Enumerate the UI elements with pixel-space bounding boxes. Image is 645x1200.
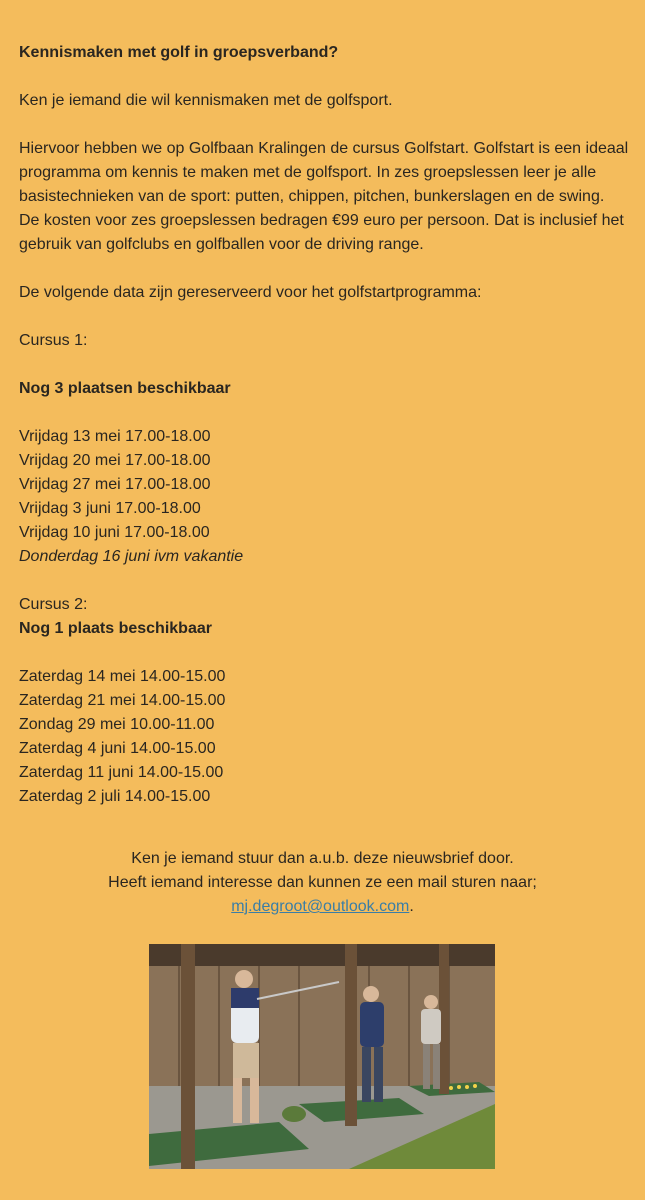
- course1-date: Vrijdag 27 mei 17.00-18.00: [19, 476, 211, 493]
- course2-date: Zaterdag 14 mei 14.00-15.00: [19, 668, 226, 685]
- footer-line-1: Ken je iemand stuur dan a.u.b. deze nieuwsbrief door.: [131, 850, 514, 867]
- golf-lesson-photo: [149, 944, 495, 1169]
- body-paragraph: Hiervoor hebben we op Golfbaan Kralingen de cursus Golfstart. Golfstart is een ideaal programma om kennis te maken met de golfsport. In zes groepslessen leer je alle basistechnieken van de sport: putten, chippen, pitchen, bunkerslagen en de swing. De kosten voor zes groepslessen bedragen €99 euro per persoon. Dat is inclusief het gebruik van golfclubs en golfballen voor de driving range.: [19, 140, 629, 253]
- course2-date: Zondag 29 mei 10.00-11.00: [19, 716, 215, 733]
- course1-date: Vrijdag 3 juni 17.00-18.00: [19, 500, 201, 517]
- footer-email-line: [0, 895, 645, 919]
- course1-availability: Nog 3 plaatsen beschikbaar: [19, 380, 231, 397]
- email-link[interactable]: mj.degroot@outlook.com: [231, 898, 410, 915]
- course1-date: Vrijdag 10 juni 17.00-18.00: [19, 524, 210, 541]
- course2-date: Zaterdag 11 juni 14.00-15.00: [19, 764, 224, 781]
- intro-text: Ken je iemand die wil kennismaken met de golfsport.: [19, 92, 393, 109]
- footer-message: [0, 847, 645, 919]
- course1-date: Vrijdag 13 mei 17.00-18.00: [19, 428, 211, 445]
- course2-date: Zaterdag 2 juli 14.00-15.00: [19, 788, 211, 805]
- course2-title: Cursus 2:: [19, 596, 88, 613]
- golf-photo-illustration: [149, 944, 495, 1169]
- course2-date: Zaterdag 21 mei 14.00-15.00: [19, 692, 226, 709]
- newsletter-content: [19, 41, 629, 809]
- email-suffix: .: [409, 898, 414, 915]
- course1-title: Cursus 1:: [19, 332, 88, 349]
- course1-note: Donderdag 16 juni ivm vakantie: [19, 548, 244, 565]
- heading: Kennismaken met golf in groepsverband?: [19, 44, 339, 61]
- footer-line-2: Heeft iemand interesse dan kunnen ze een mail sturen naar;: [108, 874, 537, 891]
- dates-intro: De volgende data zijn gereserveerd voor het golfstartprogramma:: [19, 284, 482, 301]
- course2-date: Zaterdag 4 juni 14.00-15.00: [19, 740, 216, 757]
- course2-availability: Nog 1 plaats beschikbaar: [19, 620, 212, 637]
- course1-date: Vrijdag 20 mei 17.00-18.00: [19, 452, 211, 469]
